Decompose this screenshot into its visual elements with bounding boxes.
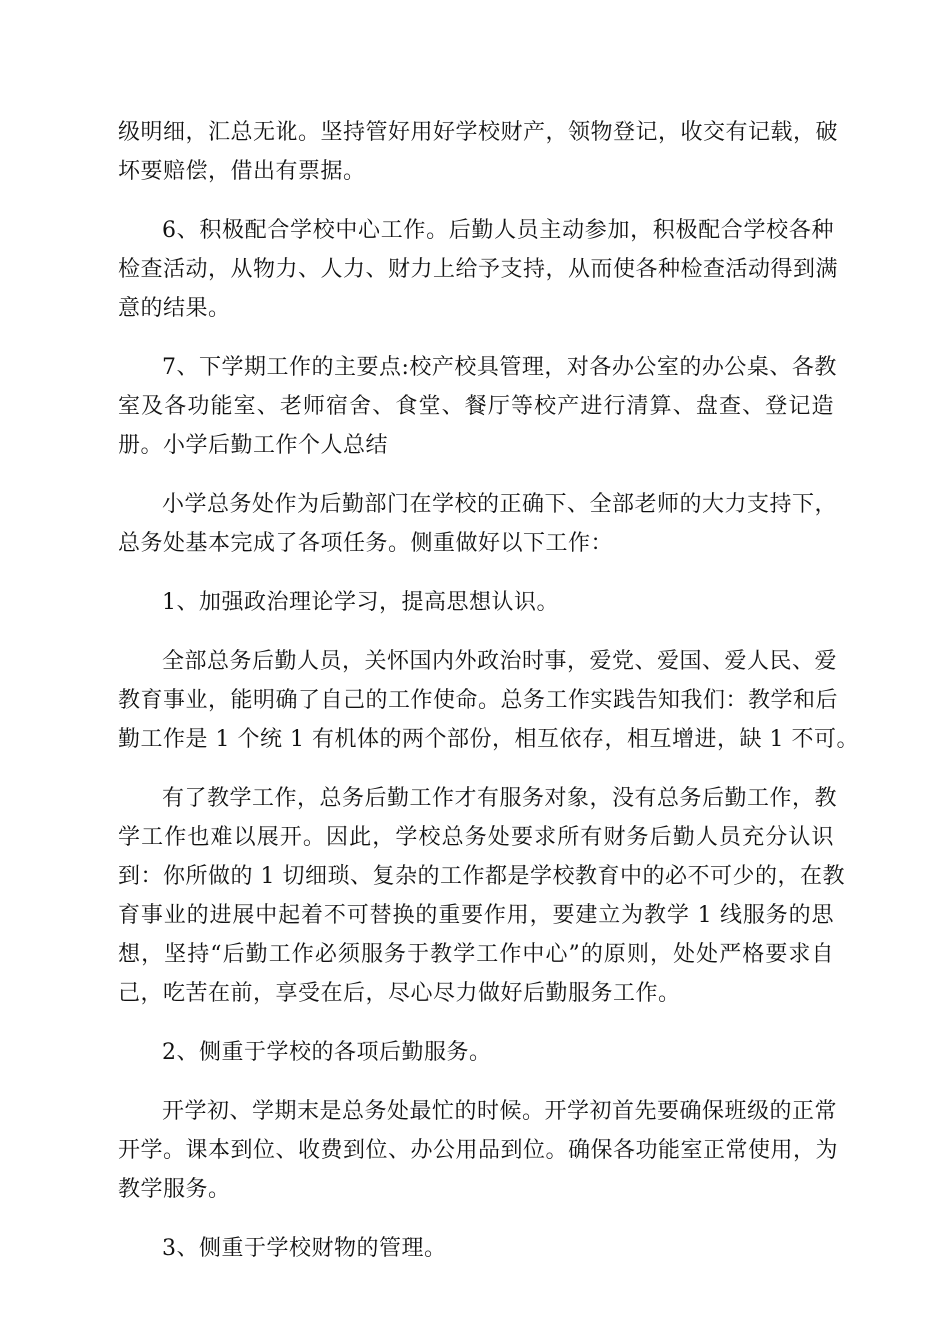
heading-2 xyxy=(118,1033,834,1072)
text-line: 到：你所做的 1 切细琐、复杂的工作都是学校教育中的必不可少的，在教 xyxy=(118,864,845,889)
text-line: 勤工作是 1 个统 1 有机体的两个部份，相互依存，相互增进，缺 1 不可。 xyxy=(118,727,859,752)
text-line: 级明细，汇总无讹。坚持管好用好学校财产，领物登记，收交有记载，破 xyxy=(118,120,839,145)
text-line: 教学服务。 xyxy=(118,1177,231,1202)
text-line: 开学。课本到位、收费到位、办公用品到位。确保各功能室正常使用，为 xyxy=(118,1138,839,1163)
text-line: 3、侧重于学校财物的管理。 xyxy=(162,1236,447,1261)
text-line: 7、下学期工作的主要点:校产校具管理，对各办公室的办公桌、各教 xyxy=(162,355,837,380)
text-line: 有了教学工作，总务后勤工作才有服务对象，没有总务后勤工作，教 xyxy=(162,786,838,811)
paragraph-2 xyxy=(118,211,839,328)
paragraph-5 xyxy=(118,642,859,759)
text-line: 小学总务处作为后勤部门在学校的正确下、全部老师的大力支持下， xyxy=(162,492,838,517)
document-body xyxy=(118,113,859,1288)
text-line: 室及各功能室、老师宿舍、食堂、餐厅等校产进行清算、盘查、登记造 xyxy=(118,394,834,419)
text-line: 册。小学后勤工作个人总结 xyxy=(118,433,389,458)
text-line: 1、加强政治理论学习，提高思想认识。 xyxy=(162,590,559,615)
text-line: 全部总务后勤人员，关怀国内外政治时事，爱党、爱国、爱人民、爱 xyxy=(162,649,838,674)
text-line: 检查活动，从物力、人力、财力上给予支持，从而使各种检查活动得到满 xyxy=(118,257,839,282)
text-line: 想，坚持“后勤工作必须服务于教学工作中心”的原则，处处严格要求自 xyxy=(118,942,834,967)
text-line: 开学初、学期末是总务处最忙的时候。开学初首先要确保班级的正常 xyxy=(162,1099,838,1124)
heading-3 xyxy=(118,1229,834,1268)
paragraph-3 xyxy=(118,348,837,465)
paragraph-4 xyxy=(118,485,838,563)
text-line: 育事业的进展中起着不可替换的重要作用，要建立为教学 1 线服务的思 xyxy=(118,903,834,928)
paragraph-6 xyxy=(118,779,845,1013)
text-line: 学工作也难以展开。因此，学校总务处要求所有财务后勤人员充分认识 xyxy=(118,825,834,850)
text-line: 2、侧重于学校的各项后勤服务。 xyxy=(162,1040,492,1065)
heading-1 xyxy=(118,583,834,622)
text-line: 意的结果。 xyxy=(118,296,231,321)
text-line: 总务处基本完成了各项任务。侧重做好以下工作： xyxy=(118,531,614,556)
text-line: 坏要赔偿，借出有票据。 xyxy=(118,159,366,184)
paragraph-7 xyxy=(118,1092,839,1209)
paragraph-1 xyxy=(118,113,839,191)
text-line: 教育事业，能明确了自己的工作使命。总务工作实践告知我们：教学和后 xyxy=(118,688,839,713)
text-line: 6、积极配合学校中心工作。后勤人员主动参加，积极配合学校各种 xyxy=(162,218,834,243)
text-line: 己，吃苦在前，享受在后，尽心尽力做好后勤服务工作。 xyxy=(118,981,681,1006)
